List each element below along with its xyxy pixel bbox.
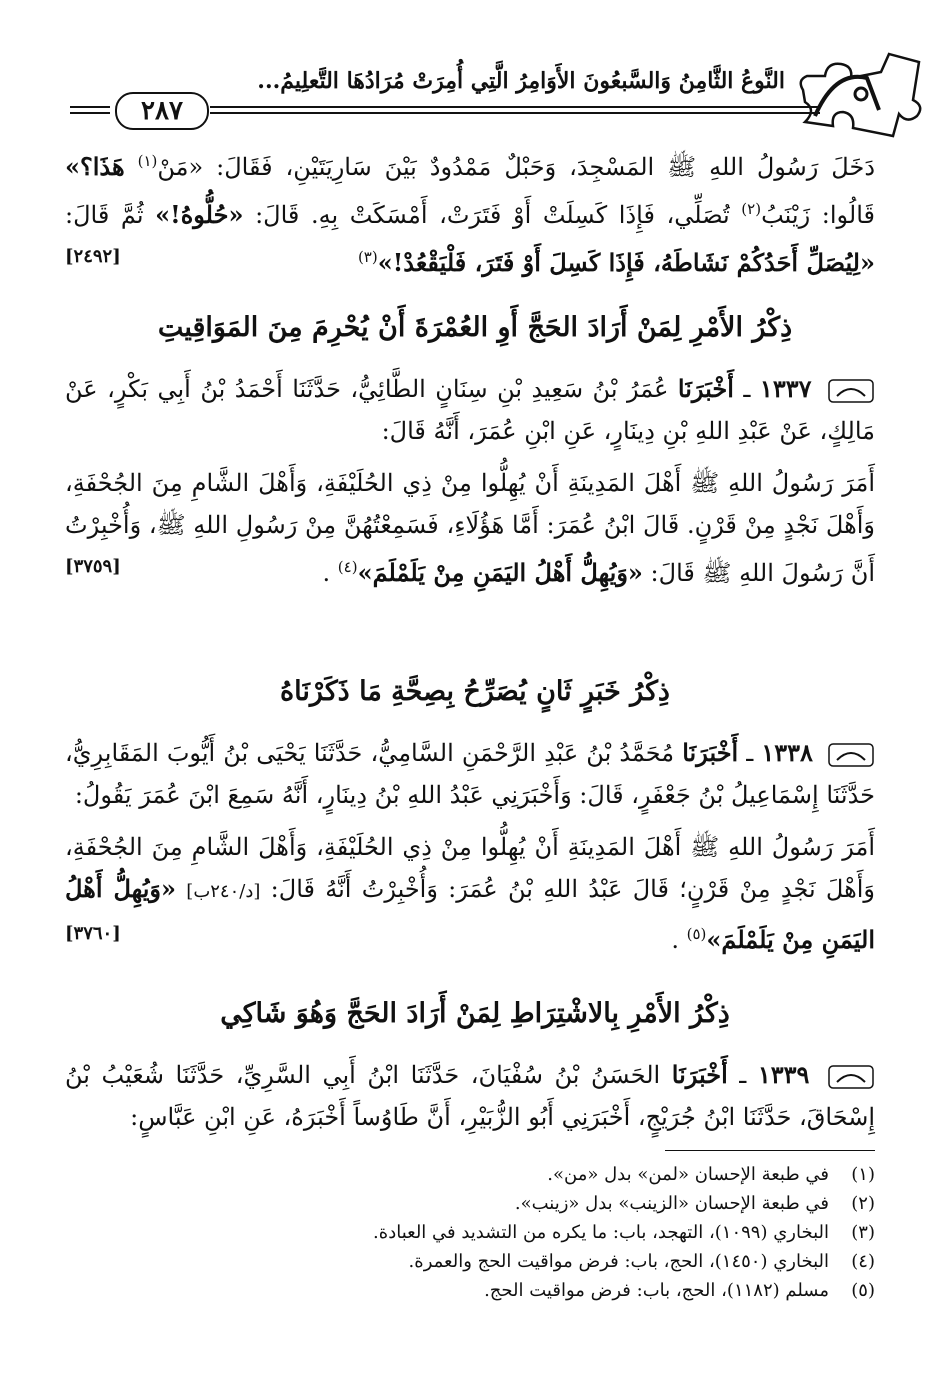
hadith-reference: [٣٧٦٠] — [65, 923, 121, 944]
running-head: النَّوعُ الثَّامِنُ وَالسَّبعُونَ الأَوَامِرُ الَّتِي أُمِرَتْ مُرَادُهَا التَّعلِيمُ... — [257, 68, 785, 94]
hadith-1337-isnad: ١٣٣٧ ـ أَخْبَرَنَا عُمَرُ بْنُ سَعِيدِ بْنِ سِنَانٍ الطَّائِيُّ، حَدَّثَنَا أَحْمَدُ بْنُ أَبِي بَكْرٍ، عَنْ مَالِكٍ، عَنْ عَبْدِ اللهِ بْنِ دِينَارٍ، عَنِ ابْنِ عُمَرَ، أَنَّهُ قَالَ: — [65, 374, 875, 445]
text: ثُمَّ قَالَ: — [65, 201, 156, 229]
matn-text-bold: «وَيُهِلُّ أَهْلُ اليَمَنِ مِنْ يَلَمْلَمَ» — [65, 874, 875, 954]
hadith-number: ١٣٣٧ — [759, 374, 812, 403]
footnote-marker: (٢) — [741, 200, 762, 218]
footnote-marker: (٤) — [337, 558, 358, 576]
text-bold: «حُلُّوهُ!» — [155, 200, 244, 229]
text: دَخَلَ رَسُولُ اللهِ ﷺ المَسْجِدَ، وَحَبْلٌ مَمْدُودٌ بَيْنَ سَارِيَتَيْنِ، فَقَالَ: «مَنْ — [157, 153, 876, 181]
section-heading: ذِكْرُ الأَمْرِ لِمَنْ أَرَادَ الحَجَّ أَوِ العُمْرَةَ أَنْ يُحْرِمَ مِنَ المَوَاقِيتِ — [157, 312, 793, 343]
header-rule-right — [210, 106, 820, 108]
footnote-number: (٤) — [851, 1251, 875, 1272]
matn-text-bold: «وَيُهِلُّ أَهْلُ اليَمَنِ مِنْ يَلَمْلَمَ» — [357, 558, 643, 587]
text: تُصَلِّي، فَإِذَا كَسِلَتْ أَوْ فَتَرَتْ، أَمْسَكَتْ بِهِ. قَالَ: — [255, 201, 742, 229]
hadith-1337-matn: أَمَرَ رَسُولُ اللهِ ﷺ أَهْلَ المَدِينَةِ أَنْ يُهِلُّوا مِنْ ذِي الحُلَيْفَةِ، وَأَهْلَ الشَّامِ مِنَ الجُحْفَةِ، وَأَهْلَ نَجْدٍ مِنْ قَرْنٍ. قَالَ ابْنُ عُمَرَ: أَمَّا هَؤُلَاءِ، فَسَمِعْتُهُنَّ مِنْ رَسُولِ اللهِ ﷺ، وَأُخْبِرْتُ أَنَّ رَسُولَ اللهِ ﷺ قَالَ: «وَيُهِلُّ أَهْلُ اليَمَنِ مِنْ يَلَمْلَمَ»$^{(٤)}$ . [٣٧٥٩] — [65, 469, 876, 587]
text-bold: «لِيُصَلِّ أَحَدُكُمْ نَشَاطَهُ، فَإِذَا كَسِلَ أَوْ فَتَرَ، فَلْيَقْعُدْ!» — [377, 248, 875, 277]
footnote-marker: (٣) — [357, 248, 378, 266]
matn-text: أَمَرَ رَسُولُ اللهِ ﷺ أَهْلَ المَدِينَةِ أَنْ يُهِلُّوا مِنْ ذِي الحُلَيْفَةِ، وَأَهْلَ الشَّامِ مِنَ الجُحْفَةِ، وَأَهْلَ نَجْدٍ مِنْ قَرْنٍ. قَالَ ابْنُ عُمَرَ: أَمَّا هَؤُلَاءِ، فَسَمِعْتُهُنَّ مِنْ رَسُولِ اللهِ ﷺ، وَأُخْبِرْتُ أَنَّ رَسُولَ اللهِ ﷺ قَالَ: — [65, 469, 876, 587]
hadith-number: ١٣٣٨ — [761, 738, 813, 767]
hadith-1339-isnad: ١٣٣٩ ـ أَخْبَرَنَا الحَسَنُ بْنُ سُفْيَانَ، حَدَّثَنَا ابْنُ أَبِي السَّرِيِّ، حَدَّثَنَا شُعَيْبُ بْنُ إِسْحَاقَ، حَدَّثَنَا ابْنُ جُرَيْجٍ، أَخْبَرَنِي أَبُو الزُّبَيْرِ، أَنَّ طَاوُساً أَخْبَرَهُ، عَنِ ابْنِ عَبَّاسٍ: — [65, 1060, 875, 1131]
footnote-separator — [665, 1150, 875, 1151]
hadith-reference: [٢٤٩٢] — [65, 246, 121, 267]
section-heading: ذِكْرُ خَبَرٍ ثَانٍ يُصَرِّحُ بِصِحَّةِ مَا ذَكَرْنَاهُ — [280, 676, 670, 707]
isnad-text: الحَسَنُ بْنُ سُفْيَانَ، حَدَّثَنَا ابْنُ أَبِي السَّرِيِّ، حَدَّثَنَا شُعَيْبُ بْنُ إِسْحَاقَ، حَدَّثَنَا ابْنُ جُرَيْجٍ، أَخْبَرَنِي أَبُو الزُّبَيْرِ، أَنَّ طَاوُساً أَخْبَرَهُ، عَنِ ابْنِ عَبَّاسٍ: — [65, 1061, 875, 1131]
footnote-text: في طبعة الإحسان «لمن» بدل «من». — [547, 1164, 829, 1185]
isnad-text: مُحَمَّدُ بْنُ عَبْدِ الرَّحْمَنِ السَّامِيُّ، حَدَّثَنَا يَحْيَى بْنُ أَيُّوبَ المَقَابِرِيُّ، حَدَّثَنَا إِسْمَاعِيلُ بْنُ جَعْفَرٍ، قَالَ: وَأَخْبَرَنِي عَبْدُ اللهِ بْنُ دِينَارٍ، أَنَّهُ سَمِعَ ابْنَ عُمَرَ يَقُولُ: — [65, 739, 875, 809]
hadith-reference: [٣٧٥٩] — [65, 556, 121, 577]
footnote — [65, 1189, 875, 1218]
footnote-text: البخاري (١٠٩٩)، التهجد، باب: ما يكره من التشديد في العبادة. — [373, 1222, 829, 1243]
footnote — [65, 1218, 875, 1247]
footnote-number: (١) — [851, 1164, 875, 1185]
publisher-logo-puzzle-icon — [795, 50, 925, 140]
manuscript-ref: [د/٢٤٠ب] — [186, 881, 261, 902]
footnote — [65, 1160, 875, 1189]
footnote-text: في طبعة الإحسان «الزينب» بدل «زينب». — [514, 1193, 829, 1214]
section-marker-icon — [827, 740, 875, 770]
isnad-text: عُمَرُ بْنُ سَعِيدِ بْنِ سِنَانٍ الطَّائِيُّ، حَدَّثَنَا أَحْمَدُ بْنُ أَبِي بَكْرٍ، عَنْ مَالِكٍ، عَنْ عَبْدِ اللهِ بْنِ دِينَارٍ، عَنِ ابْنِ عُمَرَ، أَنَّهُ قَالَ: — [65, 375, 875, 445]
hadith-1338-matn: أَمَرَ رَسُولُ اللهِ ﷺ أَهْلَ المَدِينَةِ أَنْ يُهِلُّوا مِنْ ذِي الحُلَيْفَةِ، وَأَهْلَ الشَّامِ مِنَ الجُحْفَةِ، وَأَهْلَ نَجْدٍ مِنْ قَرْنٍ؛ قَالَ عَبْدُ اللهِ بْنُ عُمَرَ: وَأُخْبِرْتُ أَنَّهُ قَالَ: [د/٢٤٠ب] «وَيُهِلُّ أَهْلُ اليَمَنِ مِنْ يَلَمْلَمَ»$^{(٥)}$ . [٣٧٦٠] — [65, 833, 876, 954]
akhbarana: أَخْبَرَنَا — [677, 374, 734, 403]
akhbarana: أَخْبَرَنَا — [671, 1060, 728, 1089]
header-rule-left — [70, 106, 110, 108]
text: قَالُوا: زَيْنَبُ — [761, 201, 876, 229]
paragraph-continuation — [65, 140, 875, 284]
hadith-number: ١٣٣٩ — [757, 1060, 810, 1089]
hadith-1338-isnad: ١٣٣٨ ـ أَخْبَرَنَا مُحَمَّدُ بْنُ عَبْدِ الرَّحْمَنِ السَّامِيُّ، حَدَّثَنَا يَحْيَى بْنُ أَيُّوبَ المَقَابِرِيُّ، حَدَّثَنَا إِسْمَاعِيلُ بْنُ جَعْفَرٍ، قَالَ: وَأَخْبَرَنِي عَبْدُ اللهِ بْنُ دِينَارٍ، أَنَّهُ سَمِعَ ابْنَ عُمَرَ يَقُولُ: — [65, 738, 875, 809]
akhbarana: أَخْبَرَنَا — [682, 738, 739, 767]
section-marker-icon — [827, 376, 875, 406]
footnote-number: (٢) — [851, 1193, 875, 1214]
footnote-text: البخاري (١٤٥٠)، الحج، باب: فرض مواقيت الحج والعمرة. — [408, 1251, 829, 1272]
footnote-marker: (١) — [137, 152, 158, 170]
page-number: ٢٨٧ — [115, 92, 209, 130]
footnote — [65, 1276, 875, 1305]
footnote — [65, 1247, 875, 1276]
footnote-marker: (٥) — [686, 925, 707, 943]
section-heading: ذِكْرُ الأَمْرِ بِالاشْتِرَاطِ لِمَنْ أَرَادَ الحَجَّ وَهُوَ شَاكِي — [220, 998, 730, 1029]
text-bold: هَذَا؟» — [65, 152, 125, 181]
footnote-number: (٣) — [851, 1222, 875, 1243]
footnote-text: مسلم (١١٨٢)، الحج، باب: فرض مواقيت الحج. — [484, 1280, 829, 1301]
section-marker-icon — [827, 1062, 875, 1092]
footnotes — [65, 1160, 875, 1305]
matn-text: أَمَرَ رَسُولُ اللهِ ﷺ أَهْلَ المَدِينَةِ أَنْ يُهِلُّوا مِنْ ذِي الحُلَيْفَةِ، وَأَهْلَ الشَّامِ مِنَ الجُحْفَةِ، وَأَهْلَ نَجْدٍ مِنْ قَرْنٍ؛ قَالَ عَبْدُ اللهِ بْنُ عُمَرَ: وَأُخْبِرْتُ أَنَّهُ قَالَ: — [65, 833, 876, 903]
footnote-number: (٥) — [851, 1280, 875, 1301]
page-header — [70, 40, 875, 126]
